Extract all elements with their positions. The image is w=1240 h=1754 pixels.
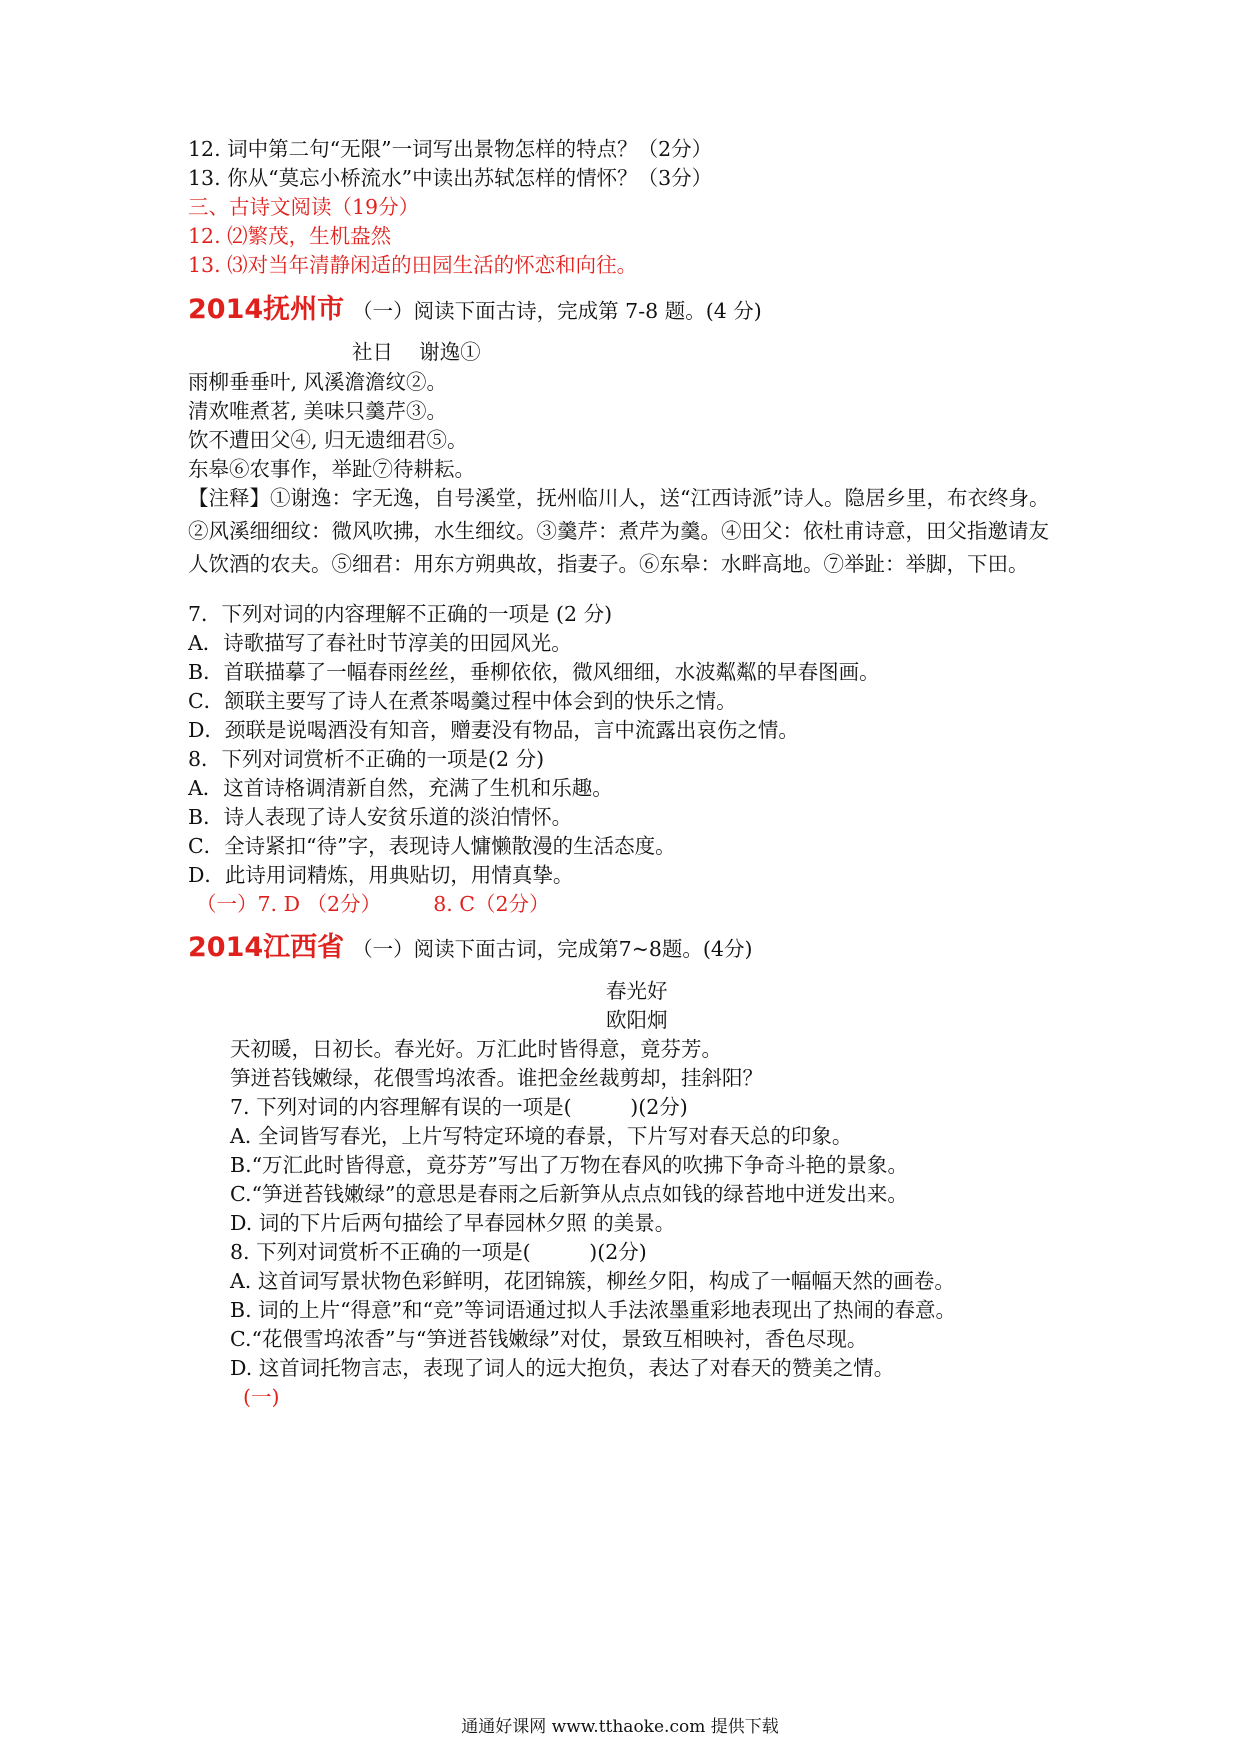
option: D. 词的下片后两句描绘了早春园林夕照 的美景。 — [230, 1211, 676, 1235]
option: C.“花偎雪坞浓香”与“笋迸苔钱嫩绿”对仗，景致互相映衬，香色尽现。 — [230, 1327, 868, 1351]
option: B．诗人表现了诗人安贫乐道的淡泊情怀。 — [188, 805, 573, 829]
answer-line: （一）7. D （2分） 8. C（2分） — [196, 892, 550, 916]
poem-line: 天初暖，日初长。春光好。万汇此时皆得意，竟芬芳。 — [230, 1037, 722, 1061]
answer-line: (一) — [243, 1385, 280, 1409]
heading-instruction: （一）阅读下面古词，完成第7~8题。(4分) — [352, 937, 753, 961]
answer-13: 13. ⑶对当年清静闲适的田园生活的怀恋和向往。 — [188, 253, 638, 277]
option: A. 这首词写景状物色彩鲜明，花团锦簇，柳丝夕阳，构成了一幅幅天然的画卷。 — [230, 1269, 955, 1293]
poem-line: 清欢唯煮茗, 美味只羹芹③。 — [188, 399, 448, 423]
section-title: 三、古诗文阅读（19分） — [188, 195, 420, 219]
option: D．颈联是说喝酒没有知音，赠妻没有物品，言中流露出哀伤之情。 — [188, 718, 799, 742]
option: D. 这首词托物言志，表现了词人的远大抱负，表达了对春天的赞美之情。 — [230, 1356, 895, 1380]
section-heading-jiangxi — [188, 928, 752, 971]
question-8: 8．下列对词赏析不正确的一项是(2 分) — [188, 747, 545, 771]
question-8: 8. 下列对词赏析不正确的一项是( )(2分) — [230, 1240, 647, 1264]
poem-line: 东皋⑥农事作，举趾⑦待耕耘。 — [188, 457, 475, 481]
option: D．此诗用词精炼，用典贴切，用情真挚。 — [188, 863, 574, 887]
answer-12: 12. ⑵繁茂，生机盎然 — [188, 224, 392, 248]
annotation-note: 【注释】①谢逸：字无逸，自号溪堂，抚州临川人，送“江西诗派”诗人。隐居乡里，布衣终身。②风溪细细纹：微风吹拂，水生细纹。③羹芹：煮芹为羹。④田父：依杜甫诗意，田父指邀请友人饮酒的农夫。⑤细君：用东方朔典故，指妻子。⑥东皋：水畔高地。⑦举趾：举脚，下田。 — [188, 486, 1050, 576]
option: A. 全词皆写春光，上片写特定环境的春景，下片写对春天总的印象。 — [230, 1124, 853, 1148]
page-footer: 通通好课网 www.tthaoke.com 提供下载 — [461, 1717, 779, 1737]
question-7: 7. 下列对词的内容理解有误的一项是( )(2分) — [230, 1095, 688, 1119]
question-12: 12. 词中第二句“无限”一词写出景物怎样的特点？（2分） — [188, 137, 713, 161]
option: C．颔联主要写了诗人在煮茶喝羹过程中体会到的快乐之情。 — [188, 689, 737, 713]
option: B．首联描摹了一幅春雨丝丝，垂柳依依，微风细细，水波粼粼的早春图画。 — [188, 660, 880, 684]
heading-region: 2014江西省 — [188, 932, 345, 963]
option: B. 词的上片“得意”和“竞”等词语通过拟人手法浓墨重彩地表现出了热闹的春意。 — [230, 1298, 957, 1322]
option: A．这首诗格调清新自然，充满了生机和乐趣。 — [188, 776, 613, 800]
heading-instruction: （一）阅读下面古诗，完成第 7-8 题。(4 分) — [352, 299, 762, 323]
option: B.“万汇此时皆得意，竟芬芳”写出了万物在春风的吹拂下争奇斗艳的景象。 — [230, 1153, 909, 1177]
option: A．诗歌描写了春社时节淳美的田园风光。 — [188, 631, 572, 655]
poem-line: 笋迸苔钱嫩绿，花偎雪坞浓香。谁把金丝裁剪却，挂斜阳？ — [230, 1066, 763, 1090]
poem-line: 雨柳垂垂叶, 风溪澹澹纹②。 — [188, 370, 448, 394]
question-7: 7．下列对词的内容理解不正确的一项是 (2 分) — [188, 602, 613, 626]
poem-author: 欧阳炯 — [606, 1008, 668, 1032]
heading-region: 2014抚州市 — [188, 294, 345, 325]
poem-title: 社日 谢逸① — [352, 340, 481, 364]
option: C.“笋迸苔钱嫩绿”的意思是春雨之后新笋从点点如钱的绿苔地中迸发出来。 — [230, 1182, 908, 1206]
question-13: 13. 你从“莫忘小桥流水”中读出苏轼怎样的情怀？（3分） — [188, 166, 713, 190]
poem-line: 饮不遭田父④, 归无遗细君⑤。 — [188, 428, 468, 452]
poem-title: 春光好 — [606, 979, 668, 1003]
section-heading-fuzhou — [188, 290, 762, 333]
option: C．全诗紧扣“待”字，表现诗人慵懒散漫的生活态度。 — [188, 834, 676, 858]
